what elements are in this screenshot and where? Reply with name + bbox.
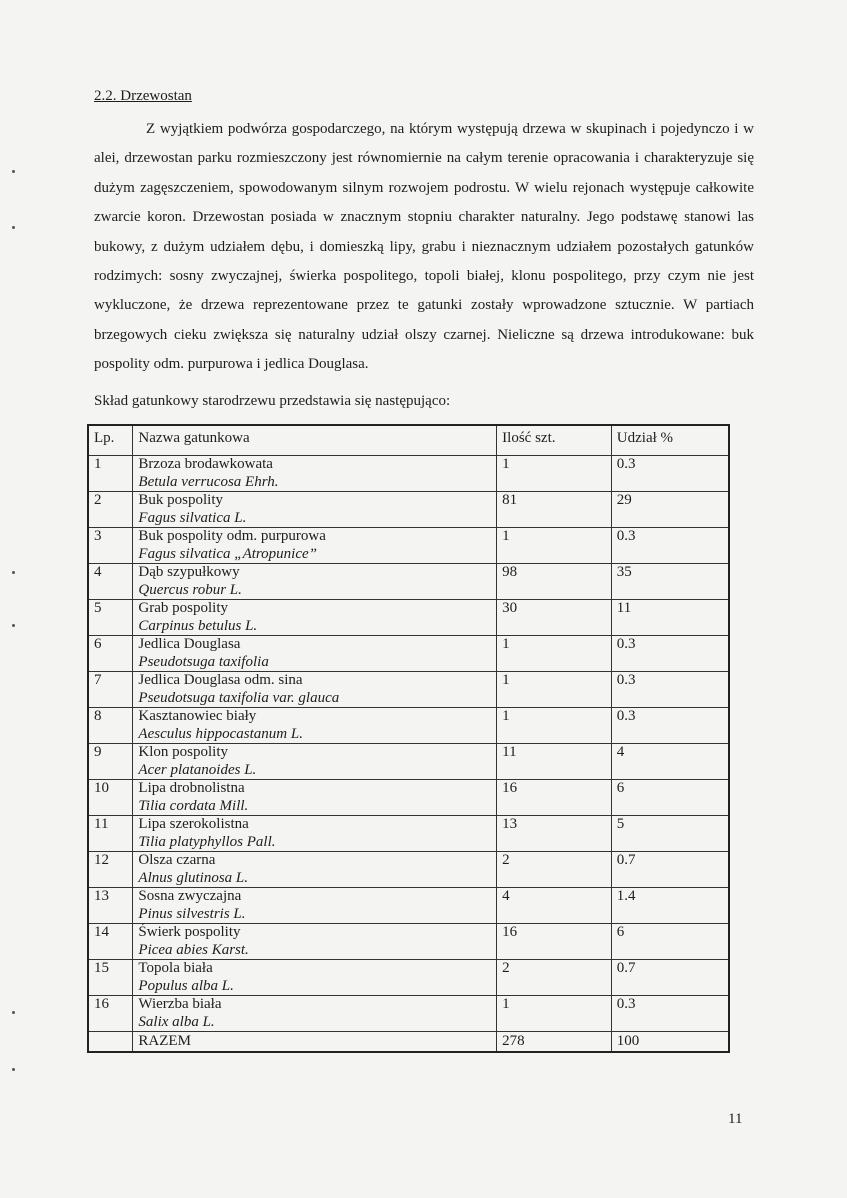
row-name bbox=[133, 996, 497, 1032]
species-latin-name: Fagus silvatica „Atropunice” bbox=[138, 545, 318, 562]
row-count: 98 bbox=[497, 564, 612, 600]
table-row bbox=[88, 780, 729, 816]
row-count: 2 bbox=[497, 960, 612, 996]
row-share: 0.7 bbox=[611, 960, 729, 996]
scan-speck bbox=[12, 170, 15, 173]
row-lp: 8 bbox=[88, 708, 133, 744]
row-share: 35 bbox=[611, 564, 729, 600]
species-polish-name: Klon pospolity bbox=[138, 744, 228, 760]
species-latin-name: Betula verrucosa Ehrh. bbox=[138, 473, 279, 490]
body-paragraph-text: Z wyjątkiem podwórza gospodarczego, na którym występują drzewa w skupinach i pojedynczo i w alei, drzewostan parku rozmieszczony jest równomiernie na całym terenie opracowania i charakteryzuje się dużym zagęszczeniem, spowodowanym silnym rozwojem podrostu. W wielu rejonach występuje całkowite zwarcie koron. Drzewostan posiada w znacznym stopniu charakter naturalny. Jego podstawę stanowi las bukowy, z dużym udziałem dębu, i domieszką lipy, grabu i nieznacznym udziałem pozostałych gatunków rodzimych: sosny zwyczajnej, świerka pospolitego, topoli białej, klonu pospolitego, przy czym nie jest wykluczone, że drzewa reprezentowane przez te gatunki zostały wprowadzone sztucznie. W partiach brzegowych cieku zwiększa się naturalny udział olszy czarnej. Nieliczne są drzewa introdukowane: buk pospolity odm. purpurowa i jedlica Douglasa. bbox=[94, 121, 754, 373]
row-lp: 1 bbox=[88, 456, 133, 492]
row-name bbox=[133, 672, 497, 708]
species-polish-name: Topola biała bbox=[138, 960, 213, 976]
row-count: 16 bbox=[497, 780, 612, 816]
table-row bbox=[88, 888, 729, 924]
species-latin-name: Pseudotsuga taxifolia bbox=[138, 653, 269, 670]
row-lp: 11 bbox=[88, 816, 133, 852]
row-lp: 12 bbox=[88, 852, 133, 888]
species-latin-name: Populus alba L. bbox=[138, 977, 234, 994]
species-latin-name: Pinus silvestris L. bbox=[138, 905, 246, 922]
total-row bbox=[88, 1032, 729, 1053]
table-row bbox=[88, 492, 729, 528]
species-polish-name: Jedlica Douglasa odm. sina bbox=[138, 672, 303, 688]
species-latin-name: Alnus glutinosa L. bbox=[138, 869, 249, 886]
row-share: 6 bbox=[611, 924, 729, 960]
row-name bbox=[133, 816, 497, 852]
row-count: 4 bbox=[497, 888, 612, 924]
species-polish-name: Lipa szerokolistna bbox=[138, 816, 249, 832]
table-row bbox=[88, 816, 729, 852]
row-share: 0.3 bbox=[611, 708, 729, 744]
row-lp: 4 bbox=[88, 564, 133, 600]
species-polish-name: Grab pospolity bbox=[138, 600, 228, 616]
row-count: 30 bbox=[497, 600, 612, 636]
section-heading: 2.2. Drzewostan bbox=[94, 88, 192, 104]
table-row bbox=[88, 960, 729, 996]
species-latin-name: Picea abies Karst. bbox=[138, 941, 249, 958]
row-share: 6 bbox=[611, 780, 729, 816]
row-count: 13 bbox=[497, 816, 612, 852]
species-polish-name: Sosna zwyczajna bbox=[138, 888, 242, 904]
species-polish-name: Kasztanowiec biały bbox=[138, 708, 257, 724]
total-label: RAZEM bbox=[133, 1032, 497, 1053]
row-name bbox=[133, 564, 497, 600]
row-share: 11 bbox=[611, 600, 729, 636]
table-row bbox=[88, 564, 729, 600]
row-count: 11 bbox=[497, 744, 612, 780]
row-lp: 16 bbox=[88, 996, 133, 1032]
species-polish-name: Olsza czarna bbox=[138, 852, 216, 868]
row-lp: 7 bbox=[88, 672, 133, 708]
table-row bbox=[88, 708, 729, 744]
scan-speck bbox=[12, 1011, 15, 1014]
table-row bbox=[88, 636, 729, 672]
species-polish-name: Buk pospolity odm. purpurowa bbox=[138, 528, 326, 544]
row-count: 2 bbox=[497, 852, 612, 888]
table-intro: Skład gatunkowy starodrzewu przedstawia się następująco: bbox=[94, 393, 451, 409]
table-row bbox=[88, 744, 729, 780]
total-count: 278 bbox=[497, 1032, 612, 1053]
scan-speck bbox=[12, 571, 15, 574]
species-polish-name: Dąb szypułkowy bbox=[138, 564, 240, 580]
row-lp: 10 bbox=[88, 780, 133, 816]
row-name bbox=[133, 888, 497, 924]
header-share: Udział % bbox=[611, 425, 729, 456]
row-lp: 15 bbox=[88, 960, 133, 996]
page-number: 11 bbox=[728, 1111, 743, 1127]
scan-speck bbox=[12, 624, 15, 627]
species-polish-name: Lipa drobnolistna bbox=[138, 780, 245, 796]
row-lp: 9 bbox=[88, 744, 133, 780]
species-polish-name: Jedlica Douglasa bbox=[138, 636, 241, 652]
species-latin-name: Fagus silvatica L. bbox=[138, 509, 247, 526]
row-lp: 3 bbox=[88, 528, 133, 564]
species-latin-name: Aesculus hippocastanum L. bbox=[138, 725, 303, 742]
row-name bbox=[133, 636, 497, 672]
row-name bbox=[133, 744, 497, 780]
row-share: 0.3 bbox=[611, 636, 729, 672]
row-share: 0.3 bbox=[611, 528, 729, 564]
species-polish-name: Brzoza brodawkowata bbox=[138, 456, 273, 472]
species-latin-name: Tilia cordata Mill. bbox=[138, 797, 249, 814]
table-row bbox=[88, 672, 729, 708]
scan-speck bbox=[12, 226, 15, 229]
row-lp: 13 bbox=[88, 888, 133, 924]
row-count: 16 bbox=[497, 924, 612, 960]
species-latin-name: Salix alba L. bbox=[138, 1013, 215, 1030]
table-body bbox=[88, 456, 729, 1032]
species-table bbox=[87, 424, 730, 1053]
row-share: 0.3 bbox=[611, 456, 729, 492]
table-row bbox=[88, 600, 729, 636]
row-count: 1 bbox=[497, 996, 612, 1032]
header-count: Ilość szt. bbox=[497, 425, 612, 456]
row-name bbox=[133, 924, 497, 960]
row-name bbox=[133, 456, 497, 492]
row-count: 1 bbox=[497, 672, 612, 708]
total-lp-cell bbox=[88, 1032, 133, 1053]
row-count: 1 bbox=[497, 708, 612, 744]
row-name bbox=[133, 708, 497, 744]
species-latin-name: Tilia platyphyllos Pall. bbox=[138, 833, 276, 850]
total-share: 100 bbox=[611, 1032, 729, 1053]
species-latin-name: Carpinus betulus L. bbox=[138, 617, 258, 634]
row-count: 1 bbox=[497, 636, 612, 672]
row-share: 1.4 bbox=[611, 888, 729, 924]
row-name bbox=[133, 600, 497, 636]
row-share: 5 bbox=[611, 816, 729, 852]
row-name bbox=[133, 780, 497, 816]
row-count: 81 bbox=[497, 492, 612, 528]
table-row bbox=[88, 456, 729, 492]
row-name bbox=[133, 492, 497, 528]
row-name bbox=[133, 528, 497, 564]
species-latin-name: Acer platanoides L. bbox=[138, 761, 257, 778]
row-name bbox=[133, 852, 497, 888]
row-lp: 14 bbox=[88, 924, 133, 960]
row-share: 0.3 bbox=[611, 996, 729, 1032]
row-lp: 2 bbox=[88, 492, 133, 528]
header-lp: Lp. bbox=[88, 425, 133, 456]
row-share: 0.3 bbox=[611, 672, 729, 708]
scan-speck bbox=[12, 1068, 15, 1071]
species-polish-name: Świerk pospolity bbox=[138, 924, 241, 940]
header-name: Nazwa gatunkowa bbox=[133, 425, 497, 456]
row-lp: 6 bbox=[88, 636, 133, 672]
species-latin-name: Quercus robur L. bbox=[138, 581, 242, 598]
body-paragraph bbox=[94, 115, 754, 380]
table-row bbox=[88, 528, 729, 564]
table-row bbox=[88, 852, 729, 888]
species-polish-name: Buk pospolity bbox=[138, 492, 224, 508]
row-count: 1 bbox=[497, 528, 612, 564]
row-count: 1 bbox=[497, 456, 612, 492]
table-row bbox=[88, 924, 729, 960]
species-polish-name: Wierzba biała bbox=[138, 996, 222, 1012]
row-share: 0.7 bbox=[611, 852, 729, 888]
row-share: 4 bbox=[611, 744, 729, 780]
row-lp: 5 bbox=[88, 600, 133, 636]
table-header-row bbox=[88, 425, 729, 456]
table-row bbox=[88, 996, 729, 1032]
row-name bbox=[133, 960, 497, 996]
species-latin-name: Pseudotsuga taxifolia var. glauca bbox=[138, 689, 340, 706]
row-share: 29 bbox=[611, 492, 729, 528]
